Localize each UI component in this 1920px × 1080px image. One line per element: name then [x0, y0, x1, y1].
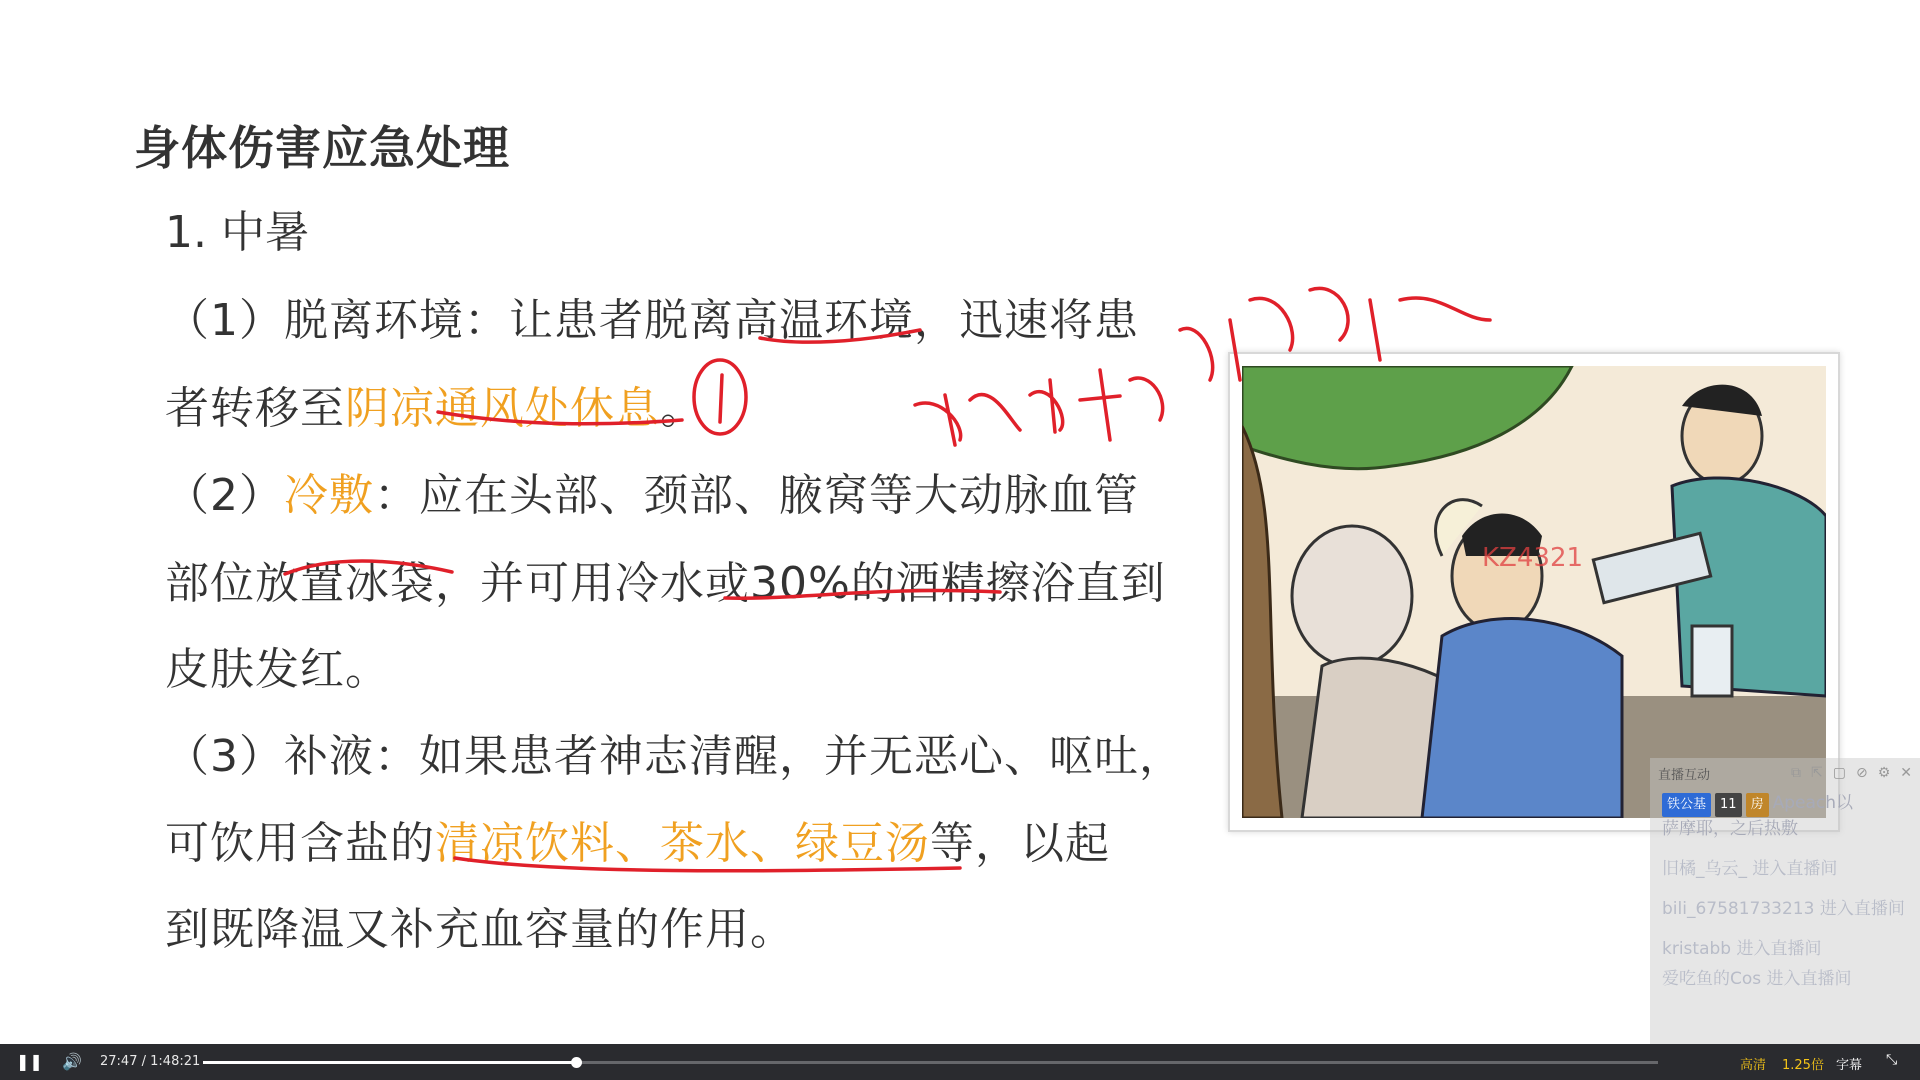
- total-time: 1:48:21: [150, 1054, 201, 1069]
- quality-button[interactable]: 高清: [1740, 1058, 1767, 1073]
- room-badge: 房: [1746, 793, 1769, 817]
- slide-subtitle: 1. 中暑: [165, 207, 309, 258]
- block-icon[interactable]: ⊘: [1855, 765, 1868, 781]
- live-chat-overlay[interactable]: [1650, 758, 1920, 1044]
- body-text: 可饮用含盐的: [165, 818, 435, 869]
- progress-track[interactable]: [203, 1061, 1658, 1064]
- chat-toolbar: [1791, 765, 1912, 781]
- volume-icon[interactable]: 🔊: [62, 1052, 82, 1071]
- popout-icon[interactable]: ⧉: [1791, 765, 1801, 781]
- chat-header: [1650, 758, 1920, 788]
- chat-username[interactable]: Apeach以: [1772, 793, 1853, 813]
- lock-icon[interactable]: ▢: [1832, 765, 1846, 781]
- body-text: ：应在头部、颈部、腋窝等大动脉血管: [374, 470, 1139, 521]
- progress-thumb[interactable]: [571, 1057, 582, 1068]
- highlighted-text: 阴凉通风处休息: [345, 383, 660, 434]
- body-text: 皮肤发红。: [165, 644, 390, 695]
- highlighted-text: 清凉饮料、茶水、绿豆汤: [435, 818, 930, 869]
- current-time: 27:47: [100, 1054, 138, 1069]
- body-text: 等，以起: [930, 818, 1110, 869]
- subtitle-button[interactable]: 字幕: [1836, 1058, 1863, 1073]
- body-text: 部位放置冰袋，并可用冷水或30%的酒精擦浴直到: [165, 558, 1166, 609]
- slide-title: 身体伤害应急处理: [134, 121, 510, 175]
- illustration-watermark: KZ4321: [1482, 543, 1584, 573]
- pause-icon[interactable]: ❚❚: [16, 1052, 43, 1071]
- body-text: 到既降温又补充血容量的作用。: [165, 904, 795, 955]
- player-control-bar: [0, 1044, 1920, 1080]
- speed-button[interactable]: 1.25倍: [1782, 1058, 1824, 1073]
- level-badge: 11: [1715, 793, 1742, 817]
- fan-badge: 铁公基: [1662, 793, 1711, 817]
- chat-message-pinned: [1650, 788, 1920, 844]
- close-icon[interactable]: ✕: [1900, 765, 1912, 781]
- body-text: （3）补液：如果患者神志清醒，并无恶心、呕吐，: [165, 731, 1184, 782]
- chat-text: 萨摩耶，之后热敷: [1662, 819, 1798, 839]
- exit-fullscreen-icon[interactable]: ⤡: [1886, 1052, 1898, 1068]
- highlighted-text: 冷敷: [284, 470, 374, 521]
- body-text: （1）脱离环境：让患者脱离高温环境，迅速将患: [165, 295, 1139, 346]
- progress-fill: [203, 1061, 576, 1064]
- body-text: 者转移至: [165, 383, 345, 434]
- share-icon[interactable]: ⇱: [1811, 765, 1823, 781]
- time-display: [100, 1054, 200, 1069]
- body-text: 。: [660, 383, 705, 434]
- time-separator: /: [141, 1054, 146, 1069]
- chat-message: 爱吃鱼的Cos 进入直播间: [1662, 969, 1852, 989]
- body-text: （2）: [165, 470, 284, 521]
- chat-message: kristabb 进入直播间: [1662, 939, 1822, 959]
- chat-message: bili_67581733213 进入直播间: [1662, 899, 1905, 919]
- chat-message: 旧橘_乌云_ 进入直播间: [1662, 859, 1838, 879]
- chat-title: 直播互动: [1658, 767, 1711, 783]
- gear-icon[interactable]: ⚙: [1877, 765, 1891, 781]
